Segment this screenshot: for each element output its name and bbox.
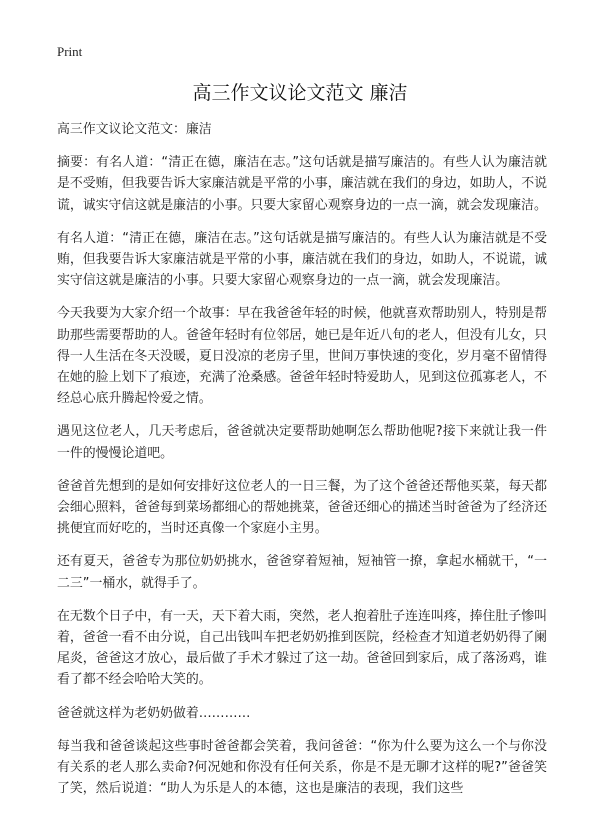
body-paragraph: 在无数个日子中，有一天，天下着大雨，突然，老人抱着肚子连连叫疼，捧住肚子惨叫着，爸爸一看不由分说，自己出钱叫车把老奶奶推到医院，经检查才知道老奶奶得了阑尾炎，爸爸这才放心，最后做了手术才躲过了这一劫。爸爸回到家后，成了落汤鸡，谁看了都不经会哈哈大笑的。 <box>57 608 547 688</box>
print-link[interactable]: Print <box>57 44 83 59</box>
body-paragraph: 每当我和爸爸谈起这些事时爸爸都会笑着，我问爸爸：“你为什么要为这么一个与你没有关系的老人那么卖命?何况她和你没有任何关系，你是不是无聊才这样的呢?”爸爸笑了笑，然后说道：“助人为乐是人的本德，这也是廉洁的表现，我们这些 <box>57 738 547 797</box>
article-body <box>57 119 547 811</box>
article-subtitle: 高三作文议论文范文：廉洁 <box>57 122 212 137</box>
body-paragraph: 爸爸就这样为老奶奶做着………… <box>57 705 251 721</box>
body-paragraph: 今天我要为大家介绍一个故事：早在我爸爸年轻的时候，他就喜欢帮助别人，特别是帮助那些需要帮助的人。爸爸年轻时有位邻居，她已是年近八旬的老人，但没有儿女，只得一人生活在冬天没暖，夏日没凉的老房子里，世间万事快速的变化，岁月毫不留情得在她的脸上划下了痕迹，充满了沧桑感。爸爸年轻时特爱助人，见到这位孤寡老人，不经总心底升腾起怜爱之情。 <box>57 306 547 407</box>
body-paragraph: 还有夏天，爸爸专为那位奶奶挑水，爸爸穿着短袖，短袖管一撩，拿起水桶就干，“一二三”一桶水，就得手了。 <box>57 554 547 591</box>
abstract-paragraph: 摘要：有名人道：“清正在德，廉洁在志。”这句话就是描写廉洁的。有些人认为廉洁就是不受贿，但我要告诉大家廉洁就是平常的小事，廉洁就在我们的身边，如助人，不说谎，诚实守信这就是廉洁的小事。只要大家留心观察身边的一点一滴，就会发现廉洁。 <box>57 155 547 213</box>
body-paragraph: 遇见这位老人，几天考虑后，爸爸就决定要帮助她啊怎么帮助他呢?接下来就让我一件一件的慢慢论道吧。 <box>57 424 547 461</box>
page-title: 高三作文议论文范文 廉洁 <box>192 82 408 104</box>
body-paragraph: 有名人道：“清正在德，廉洁在志。”这句话就是描写廉洁的。有些人认为廉洁就是不受贿，但我要告诉大家廉洁就是平常的小事，廉洁就在我们的身边，如助人，不说谎，诚实守信这就是廉洁的小事。只要大家留心观察身边的一点一滴，就会发现廉洁。 <box>57 230 547 289</box>
body-paragraph: 爸爸首先想到的是如何安排好这位老人的一日三餐，为了这个爸爸还帮他买菜，每天都会细心照料，爸爸每到菜场都细心的帮她挑菜，爸爸还细心的描述当时爸爸为了经济还挑便宜而好吃的，当时还真像一个家庭小主男。 <box>57 478 547 537</box>
